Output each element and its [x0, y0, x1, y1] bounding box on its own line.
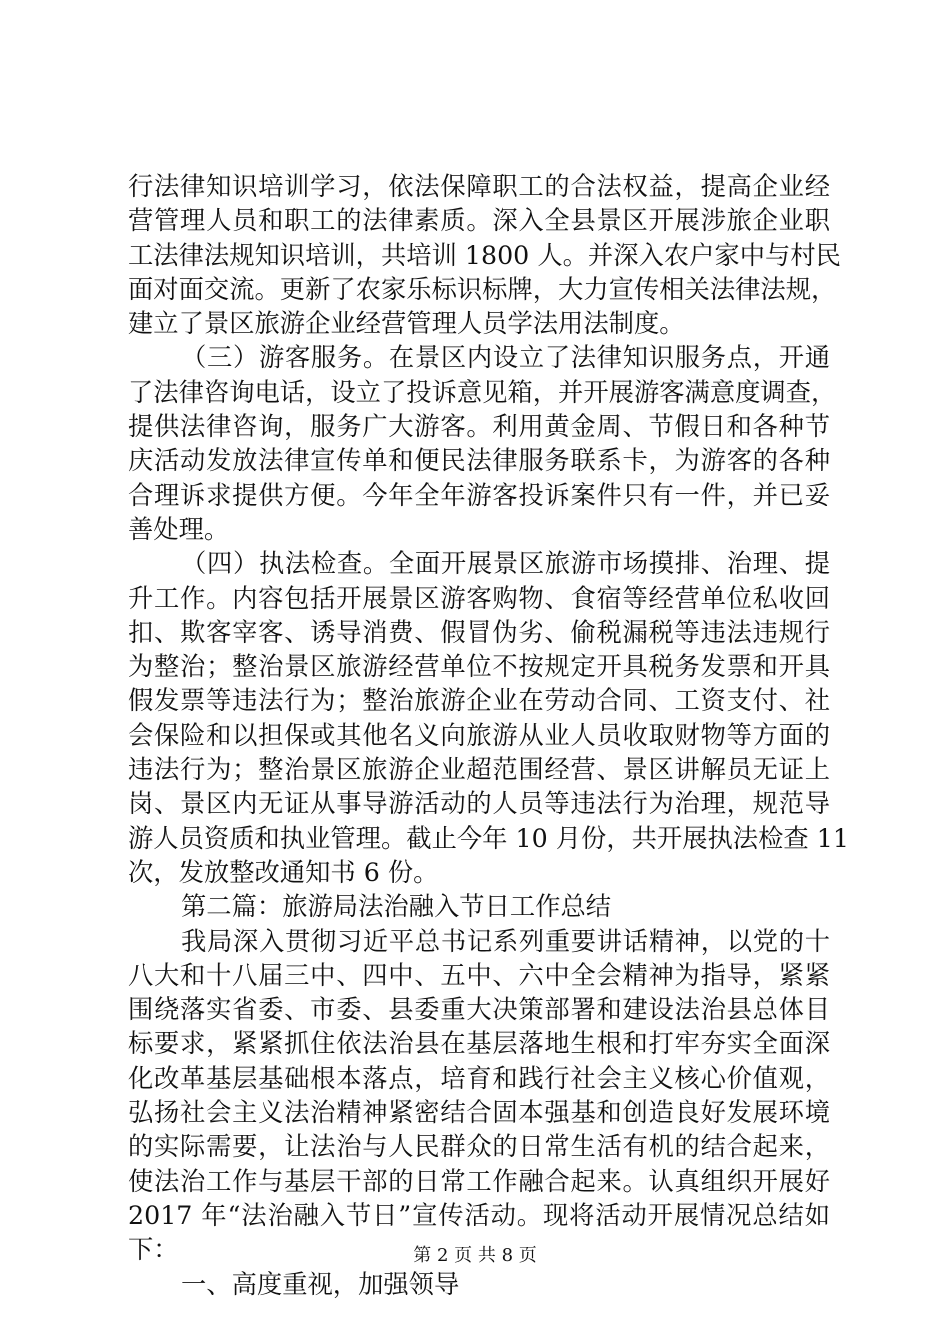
text-line: 了法律咨询电话，设立了投诉意见箱，并开展游客满意度调查，: [128, 377, 837, 407]
text-line: 升工作。内容包括开展景区游客购物、食宿等经营单位私收回: [128, 583, 830, 613]
text-line: 八大和十八届三中、四中、五中、六中全会精神为指导，紧紧: [128, 960, 830, 990]
text-line: 提供法律咨询，服务广大游客。利用黄金周、节假日和各种节: [128, 412, 830, 442]
text-line: 行法律知识培训学习，依法保障职工的合法权益，提高企业经: [128, 172, 830, 201]
text-line: 岗、景区内无证从事导游活动的人员等违法行为治理，规范导: [128, 789, 830, 819]
paragraph-heading-line: （四）执法检查。全面开展景区旅游市场摸排、治理、提: [181, 549, 830, 579]
text-line: 扣、欺客宰客、诱导消费、假冒伪劣、偷税漏税等违法违规行: [128, 617, 830, 647]
text-line: 标要求，紧紧抓住依法治县在基层落地生根和打牢夯实全面深: [128, 1029, 830, 1059]
text-line: 围绕落实省委、市委、县委重大决策部署和建设法治县总体目: [128, 995, 830, 1025]
text-line: 假发票等违法行为；整治旅游企业在劳动合同、工资支付、社: [128, 686, 830, 716]
paragraph-heading-line: （三）游客服务。在景区内设立了法律知识服务点，开通: [181, 343, 830, 373]
text-line: 化改革基层基础根本落点，培育和践行社会主义核心价值观，: [128, 1063, 830, 1093]
section-heading: 一、高度重视，加强领导: [181, 1269, 460, 1299]
text-line: 的实际需要，让法治与人民群众的日常生活有机的结合起来，: [128, 1132, 830, 1162]
text-line: 使法治工作与基层干部的日常工作融合起来。认真组织开展好: [128, 1166, 830, 1196]
section-title: 第二篇：旅游局法治融入节日工作总结: [181, 892, 612, 922]
text-line: 庆活动发放法律宣传单和便民法律服务联系卡，为游客的各种: [128, 446, 830, 476]
text-line: 我局深入贯彻习近平总书记系列重要讲话精神，以党的十: [181, 926, 830, 956]
text-line: 面对面交流。更新了农家乐标识标牌，大力宣传相关法律法规，: [128, 274, 837, 304]
page-number-footer: 第 2 页 共 8 页: [413, 1245, 537, 1266]
text-line: 违法行为；整治景区旅游企业超范围经营、景区讲解员无证上: [128, 755, 830, 785]
document-body: [128, 170, 849, 1302]
text-line: 建立了景区旅游企业经营管理人员学法用法制度。: [128, 309, 685, 339]
text-line: 2017 年“法治融入节日”宣传活动。现将活动开展情况总结如: [128, 1200, 830, 1230]
text-line: 善处理。: [128, 514, 230, 544]
text-line: 合理诉求提供方便。今年全年游客投诉案件只有一件，并已妥: [128, 480, 830, 510]
text-line: 下：: [128, 1235, 179, 1265]
text-line: 营管理人员和职工的法律素质。深入全县景区开展涉旅企业职: [128, 206, 830, 236]
text-line: 会保险和以担保或其他名义向旅游从业人员收取财物等方面的: [128, 720, 830, 750]
text-line: 游人员资质和执业管理。截止今年 10 月份，共开展执法检查 11: [128, 823, 849, 853]
text-line: 次，发放整改通知书 6 份。: [128, 857, 439, 887]
text-line: 弘扬社会主义法治精神紧密结合固本强基和创造良好发展环境: [128, 1098, 830, 1128]
text-line: 为整治；整治景区旅游经营单位不按规定开具税务发票和开具: [128, 652, 830, 682]
text-line: 工法律法规知识培训，共培训 1800 人。并深入农户家中与村民: [128, 240, 841, 270]
